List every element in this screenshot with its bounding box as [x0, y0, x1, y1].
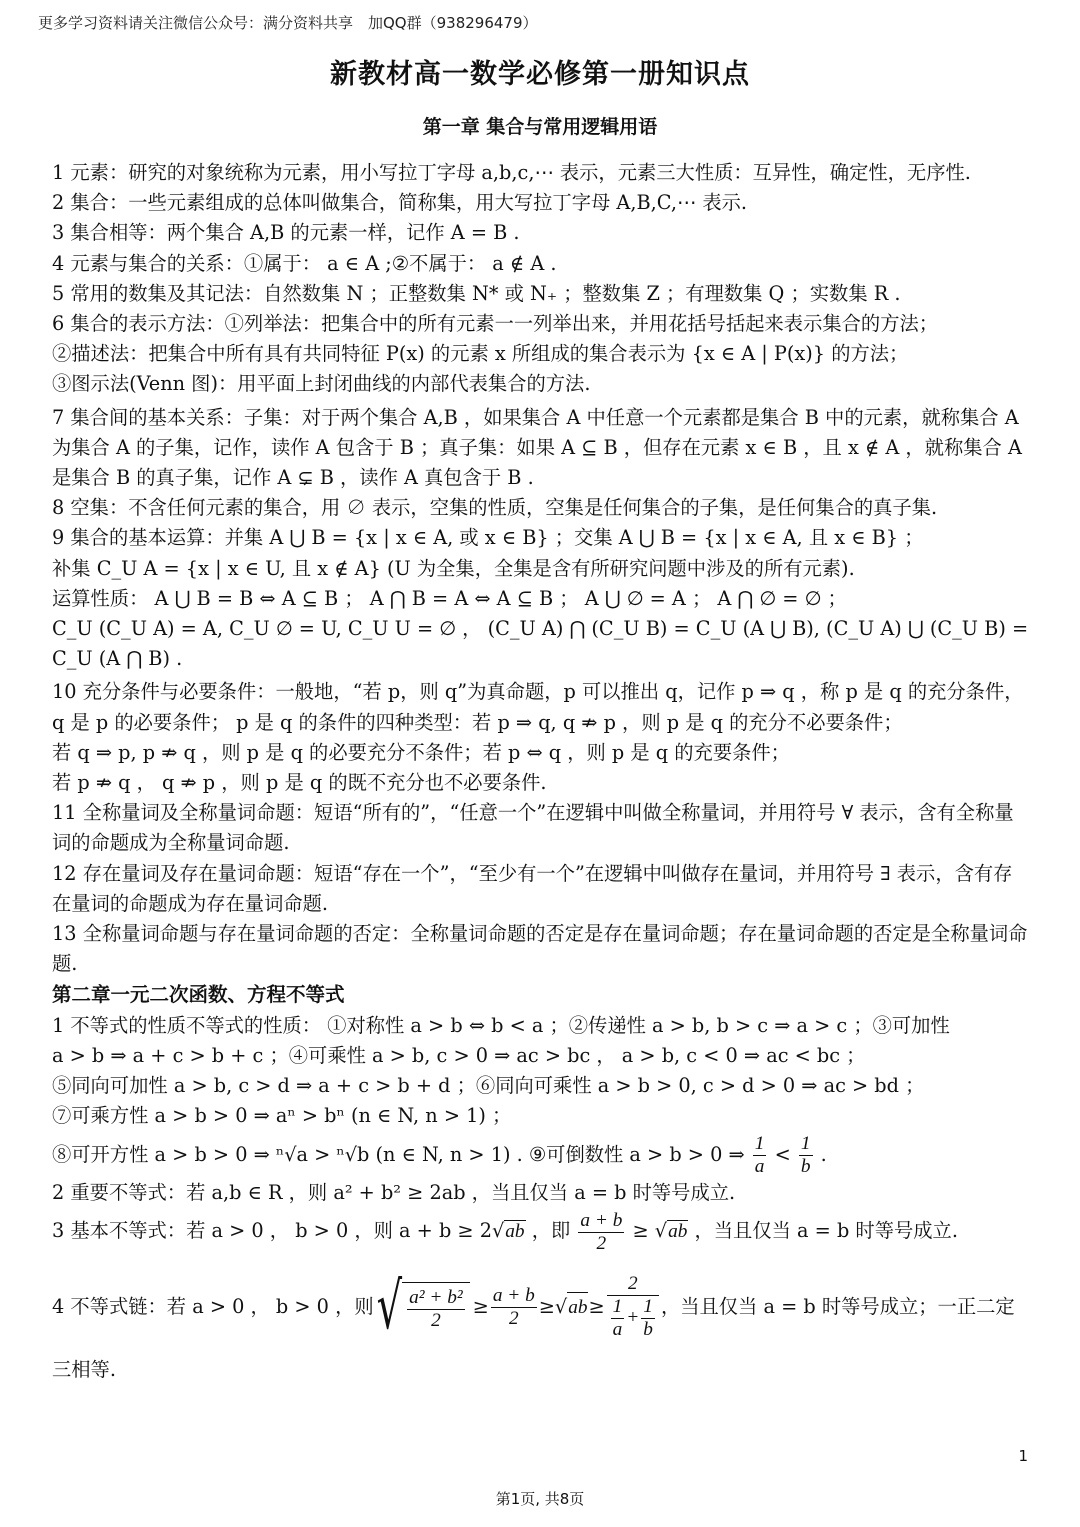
item4-ge-1: ≥	[472, 1295, 489, 1319]
fraction-numerator: a² + b²	[407, 1287, 465, 1310]
page-footer: 第1页, 共8页	[495, 1490, 585, 1508]
chapter1-item-13: 13 全称量词命题与存在量词命题的否定：全称量词命题的否定是存在量词命题；存在量词命题的否定是全称量词命题.	[52, 922, 1028, 976]
chapter2-item-1-line5	[52, 1132, 1030, 1179]
chapter1-item-6a: 6 集合的表示方法：①列举法：把集合中的所有元素一一列举出来，并用花括号括起来表示集合的方法；	[52, 312, 939, 336]
chapter1-item-12: 12 存在量词及存在量词命题：短语“存在一个”，“至少有一个”在逻辑中叫做存在量词，并用符号 ∃ 表示，含有存在量词的命题成为存在量词命题.	[52, 861, 1013, 915]
fraction-denominator: a	[612, 1319, 623, 1341]
item3-sqrt-body: ab	[505, 1221, 525, 1243]
fraction-numerator: 1	[611, 1296, 625, 1319]
chapter1-item-8: 8 空集：不含任何元素的集合，用 ∅ 表示，空集的性质，空集是任何集合的子集，是任何集合的真子集.	[52, 496, 938, 520]
fraction-one-over-a	[611, 1296, 625, 1341]
fraction-numerator: 1	[641, 1296, 655, 1319]
chapter1-item-10c: 若 p ⇏ q ， q ⇏ p ，则 p 是 q 的既不充分也不必要条件.	[52, 771, 547, 795]
fraction-sum-squares-over-2	[407, 1287, 465, 1332]
fraction-denominator: b	[800, 1156, 811, 1177]
chapter1-item-10a: 10 充分条件与必要条件：一般地，“若 p，则 q”为真命题，p 可以推出 q，记作 p ⇒ q ，称 p 是 q 的充分条件， q 是 p 的必要条件； p 是 q 的条件的四种类型：若 p ⇒ q, q ⇏ p ，则 p 是 q 的充分不必要条件；	[52, 680, 1024, 734]
chapter2-item-4-end: 三相等.	[52, 1358, 116, 1382]
chapter1-heading: 第一章 集合与常用逻辑用语	[422, 116, 658, 138]
chapter1-item-11: 11 全称量词及全称量词命题：短语“所有的”，“任意一个”在逻辑中叫做全称量词，并用符号 ∀ 表示，含有全称量词的命题成为全称量词命题.	[52, 801, 1014, 855]
item3-sqrt-body-2: ab	[668, 1221, 688, 1243]
item4-text-b: ，当且仅当 a = b 时等号成立；一正二定	[660, 1295, 1015, 1319]
sqrt-icon: √	[376, 1270, 403, 1345]
chapter1-item-5: 5 常用的数集及其记法：自然数集 N ；正整数集 N* 或 N₊ ；整数集 Z ；有理数集 Q ；实数集 R .	[52, 281, 901, 305]
chapter1-item-6c: ③图示法(Venn 图)：用平面上封闭曲线的内部代表集合的方法.	[52, 372, 591, 396]
sqrt-icon: √	[554, 1295, 568, 1319]
chapter1-item-9c: 运算性质： A ⋃ B = B ⇔ A ⊆ B ； A ⋂ B = A ⇔ A ⊆ B ； A ⋃ ∅ = A ； A ⋂ ∅ = ∅ ；	[52, 586, 847, 610]
chapter1-item-4: 4 元素与集合的关系：①属于： a ∈ A ;②不属于： a ∉ A .	[52, 251, 557, 275]
fraction-denominator	[607, 1296, 659, 1341]
fraction-numerator: 1	[799, 1133, 813, 1156]
item4-text-a: 4 不等式链：若 a > 0 ， b > 0 ，则	[52, 1295, 374, 1319]
item3-text-b: ，即	[531, 1219, 571, 1243]
fraction-a-plus-b-over-2	[578, 1210, 624, 1255]
item4-ge-2: ≥	[538, 1295, 555, 1319]
page-number: 1	[1018, 1447, 1028, 1465]
chapter1-item-10b: 若 q ⇒ p, p ⇏ q ，则 p 是 q 的必要充分不条件；若 p ⇔ q ，则 p 是 q 的充要条件；	[52, 740, 790, 764]
chapter2-item-4	[52, 1259, 1030, 1355]
chapter2-item-3	[52, 1208, 1030, 1255]
item3-ge: ≥	[632, 1219, 649, 1243]
fraction-harmonic-mean	[607, 1273, 659, 1342]
item1-line5-end: .	[820, 1142, 827, 1166]
chapter2-item-1-line3: ⑤同向可加性 a > b, c > d ⇒ a + c > b + d ；⑥同向可乘性 a > b > 0, c > d > 0 ⇒ ac > bd ；	[52, 1074, 925, 1098]
chapter1-item-3: 3 集合相等：两个集合 A,B 的元素一样，记作 A = B .	[52, 221, 520, 245]
item4-big-sqrt	[376, 1270, 470, 1345]
chapter2-item-1-line1: 1 不等式的性质不等式的性质： ①对称性 a > b ⇔ b < a ；②传递性 a > b, b > c ⇒ a > c ；③可加性	[52, 1013, 950, 1037]
chapter1-item-2: 2 集合：一些元素组成的总体叫做集合，简称集，用大写拉丁字母 A,B,C,⋯ 表示.	[52, 191, 748, 215]
document-body	[52, 158, 1030, 1386]
sqrt-icon: √	[491, 1219, 505, 1243]
item4-ge-3: ≥	[588, 1295, 605, 1319]
fraction-denominator: 2	[508, 1307, 519, 1329]
chapter1-item-6b: ②描述法：把集合中所有具有共同特征 P(x) 的元素 x 所组成的集合表示为 {x ∈ A | P(x)} 的方法；	[52, 342, 909, 366]
fraction-numerator: 1	[753, 1133, 767, 1156]
chapter2-item-2: 2 重要不等式：若 a,b ∈ R ，则 a² + b² ≥ 2ab ，当且仅当 a = b 时等号成立.	[52, 1181, 736, 1205]
fraction-denominator: a	[754, 1156, 765, 1177]
fraction-numerator: a + b	[578, 1210, 624, 1233]
item1-line5-text: ⑧可开方性 a > b > 0 ⇒ ⁿ√a > ⁿ√b (n ∈ N, n > 1) . ⑨可倒数性 a > b > 0 ⇒	[52, 1142, 745, 1166]
item4-sqrt-ab: ab	[567, 1292, 588, 1323]
fraction-one-over-a	[753, 1133, 767, 1178]
plus-sign: +	[626, 1307, 640, 1329]
chapter2-item-1-line2: a > b ⇒ a + c > b + c ；④可乘性 a > b, c > 0 ⇒ ac > bc ， a > b, c < 0 ⇒ ac < bc ；	[52, 1043, 866, 1067]
fraction-a-plus-b-over-2	[491, 1285, 537, 1330]
chapter1-item-9d: C_U (C_U A) = A, C_U ∅ = U, C_U U = ∅ ， (C_U A) ⋂ (C_U B) = C_U (A ⋃ B), (C_U A) ⋃ (C_U B) = C_U (A ⋂ B) .	[52, 617, 1029, 671]
chapter1-item-7: 7 集合间的基本关系：子集：对于两个集合 A,B ，如果集合 A 中任意一个元素都是集合 B 中的元素，就称集合 A 为集合 A 的子集，记作，读作 A 包含于 B ；真子集：如果 A ⊆ B ，但存在元素 x ∈ B ，且 x ∉ A ，就称集合 A 是集合 B 的真子集，记作 A ⊊ B ，读作 A 真包含于 B .	[52, 405, 1022, 490]
fraction-denominator: 2	[431, 1310, 441, 1332]
chapter1-item-9b: 补集 C_U A = {x | x ∈ U, 且 x ∉ A} (U 为全集，全集是含有所研究问题中涉及的所有元素).	[52, 556, 855, 580]
fraction-one-over-b	[799, 1133, 813, 1178]
fraction-numerator: a + b	[491, 1285, 537, 1308]
chapter2-item-1-line4: ⑦可乘方性 a > b > 0 ⇒ aⁿ > bⁿ (n ∈ N, n > 1) ；	[52, 1104, 512, 1128]
chapter1-item-9a: 9 集合的基本运算：并集 A ⋃ B = {x | x ∈ A, 或 x ∈ B} ；交集 A ⋃ B = {x | x ∈ A, 且 x ∈ B} ；	[52, 526, 924, 550]
sqrt-icon: √	[654, 1219, 668, 1243]
less-than-sign: <	[774, 1142, 791, 1166]
item4-big-sqrt-body	[402, 1282, 470, 1332]
chapter2-heading: 第二章一元二次函数、方程不等式	[52, 983, 345, 1007]
fraction-denominator: b	[643, 1319, 653, 1341]
fraction-denominator: 2	[596, 1232, 607, 1254]
header-note: 更多学习资料请关注微信公众号：满分资料共享 加QQ群（938296479）	[38, 14, 538, 32]
fraction-numerator: 2	[607, 1273, 659, 1296]
chapter1-item-1: 1 元素：研究的对象统称为元素，用小写拉丁字母 a,b,c,⋯ 表示，元素三大性质：互异性，确定性，无序性.	[52, 161, 971, 184]
page-title: 新教材高一数学必修第一册知识点	[330, 59, 750, 90]
item3-text-a: 3 基本不等式：若 a > 0 ， b > 0 ，则 a + b ≥ 2	[52, 1219, 492, 1243]
item3-text-d: ，当且仅当 a = b 时等号成立.	[694, 1219, 958, 1243]
fraction-one-over-b	[641, 1296, 655, 1341]
